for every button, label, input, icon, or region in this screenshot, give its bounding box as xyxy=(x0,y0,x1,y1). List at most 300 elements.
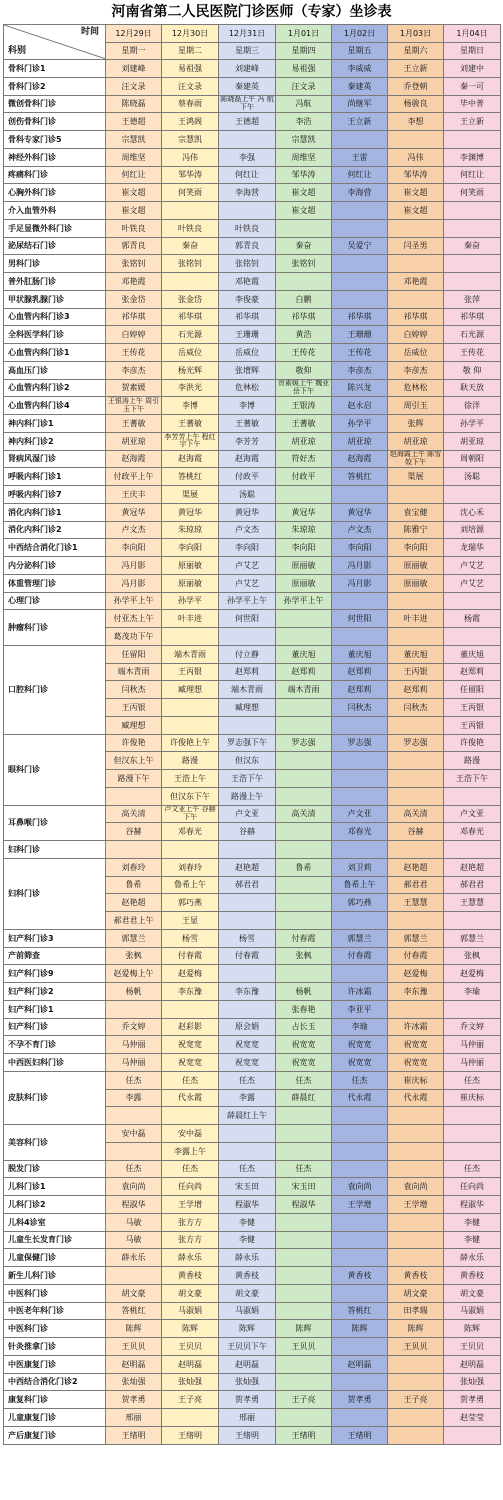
doctor-cell: 邓艳霞 xyxy=(388,273,444,291)
doctor-cell: 赵艳超 xyxy=(106,894,162,912)
department-cell: 儿童康复门诊 xyxy=(4,1409,106,1427)
doctor-cell xyxy=(332,965,388,983)
doctor-cell xyxy=(276,610,332,628)
date-header-cell: 12月30日 xyxy=(162,25,219,43)
date-header-cell: 1月01日 xyxy=(276,25,332,43)
doctor-cell: 祝宽宽 xyxy=(162,1054,219,1072)
doctor-cell: 岳威位 xyxy=(388,344,444,362)
doctor-cell: 邓艳霞 xyxy=(219,273,276,291)
doctor-cell: 张铭钊 xyxy=(219,255,276,273)
doctor-cell xyxy=(219,894,276,912)
department-cell: 神内科门诊1 xyxy=(4,415,106,433)
doctor-cell xyxy=(276,1355,332,1373)
weekday-header-cell: 星期三 xyxy=(219,42,276,60)
department-cell: 美容科门诊 xyxy=(4,1125,106,1161)
department-cell: 心血管内科门诊3 xyxy=(4,308,106,326)
doctor-cell: 刘建中 xyxy=(444,60,501,78)
doctor-cell: 邹华涛 xyxy=(162,166,219,184)
department-cell: 介入血管外科 xyxy=(4,202,106,220)
doctor-cell: 孙学平上午 xyxy=(276,592,332,610)
doctor-cell xyxy=(276,1284,332,1302)
doctor-cell: 崔文超 xyxy=(276,202,332,220)
weekday-header-cell: 星期六 xyxy=(388,42,444,60)
doctor-cell: 郭慧兰 xyxy=(332,929,388,947)
weekday-header-cell: 星期五 xyxy=(332,42,388,60)
department-cell: 呼吸内科门诊7 xyxy=(4,486,106,504)
doctor-cell: 刘春玲 xyxy=(162,858,219,876)
doctor-cell: 杨帆 xyxy=(276,983,332,1001)
doctor-cell: 何笑雨 xyxy=(162,184,219,202)
schedule-row xyxy=(4,983,501,1001)
doctor-cell xyxy=(276,876,332,894)
doctor-cell: 龙瑞华 xyxy=(444,539,501,557)
schedule-row xyxy=(4,219,501,237)
doctor-cell xyxy=(332,1125,388,1143)
doctor-cell xyxy=(162,273,219,291)
doctor-cell: 任杰 xyxy=(162,1071,219,1089)
doctor-cell: 王传花 xyxy=(276,344,332,362)
doctor-cell xyxy=(388,841,444,859)
date-header-cell: 1月02日 xyxy=(332,25,388,43)
schedule-row xyxy=(4,1426,501,1444)
doctor-cell: 张萍 xyxy=(444,290,501,308)
doctor-cell: 原会娟 xyxy=(219,1018,276,1036)
doctor-cell xyxy=(332,1249,388,1267)
doctor-cell: 陈辉 xyxy=(276,1320,332,1338)
doctor-cell: 许俊艳 xyxy=(106,734,162,752)
doctor-cell: 何红让 xyxy=(332,166,388,184)
doctor-cell: 易祖强 xyxy=(276,60,332,78)
department-cell: 中医科门诊 xyxy=(4,1284,106,1302)
doctor-cell: 乔登朝 xyxy=(388,77,444,95)
schedule-row xyxy=(4,734,501,752)
doctor-cell: 王传花 xyxy=(106,344,162,362)
doctor-cell: 王蓍敏 xyxy=(106,415,162,433)
doctor-cell: 许俊艳 xyxy=(444,734,501,752)
date-header-row xyxy=(4,25,501,43)
doctor-cell: 赵海霞 xyxy=(332,450,388,468)
doctor-cell: 李露上午 xyxy=(162,1142,219,1160)
doctor-cell: 贺孝勇 xyxy=(219,1391,276,1409)
doctor-cell: 冯月影 xyxy=(332,557,388,575)
schedule-row xyxy=(4,397,501,415)
doctor-cell: 臧理想 xyxy=(219,699,276,717)
doctor-cell xyxy=(276,699,332,717)
doctor-cell: 贺素媛上午 魏亚岳下午 xyxy=(276,379,332,397)
doctor-cell: 任杰 xyxy=(106,1071,162,1089)
doctor-cell: 李健 xyxy=(219,1213,276,1231)
doctor-cell xyxy=(332,787,388,805)
doctor-cell xyxy=(388,1142,444,1160)
department-cell: 针灸推拿门诊 xyxy=(4,1338,106,1356)
doctor-cell: 赵明磊 xyxy=(332,1355,388,1373)
department-cell: 骨科门诊1 xyxy=(4,60,106,78)
doctor-cell xyxy=(219,628,276,646)
doctor-cell: 马仲丽 xyxy=(444,1036,501,1054)
doctor-cell xyxy=(219,131,276,149)
doctor-cell: 周引玉 xyxy=(388,397,444,415)
doctor-cell xyxy=(162,1107,219,1125)
doctor-cell: 王立新 xyxy=(332,113,388,131)
doctor-cell: 赵海霞上午 陈雪姣下午 xyxy=(388,450,444,468)
weekday-header-cell: 星期四 xyxy=(276,42,332,60)
doctor-cell: 李浩 xyxy=(276,113,332,131)
schedule-row xyxy=(4,1036,501,1054)
doctor-cell: 胡亚琼 xyxy=(444,432,501,450)
doctor-cell: 谷赫 xyxy=(106,823,162,841)
doctor-cell: 马敏 xyxy=(106,1213,162,1231)
doctor-cell: 赵莹莹 xyxy=(444,1409,501,1427)
doctor-cell: 郭青良 xyxy=(106,237,162,255)
doctor-cell: 李博 xyxy=(219,397,276,415)
department-cell: 妇科门诊 xyxy=(4,841,106,859)
doctor-cell: 付立静 xyxy=(219,645,276,663)
doctor-cell: 赵郑莉 xyxy=(276,663,332,681)
doctor-cell: 胡亚琼 xyxy=(388,432,444,450)
doctor-cell: 李俊豪 xyxy=(219,290,276,308)
doctor-cell: 李芳芳 xyxy=(219,432,276,450)
doctor-cell xyxy=(276,965,332,983)
doctor-cell: 李博 xyxy=(162,397,219,415)
doctor-cell: 邓艳霞 xyxy=(106,273,162,291)
doctor-cell: 叶丰进 xyxy=(388,610,444,628)
schedule-row xyxy=(4,557,501,575)
doctor-cell xyxy=(332,1373,388,1391)
doctor-cell xyxy=(219,202,276,220)
doctor-cell xyxy=(332,486,388,504)
schedule-row xyxy=(4,1338,501,1356)
doctor-cell: 杨帆 xyxy=(106,983,162,1001)
doctor-cell: 李向阳 xyxy=(162,539,219,557)
doctor-cell: 王绪明 xyxy=(162,1426,219,1444)
doctor-cell: 路漫下午 xyxy=(106,770,162,788)
doctor-cell: 王丙银 xyxy=(388,663,444,681)
doctor-cell: 薛永乐 xyxy=(162,1249,219,1267)
doctor-cell xyxy=(388,1426,444,1444)
doctor-cell: 赵明磊 xyxy=(162,1355,219,1373)
department-cell: 新生儿科门诊 xyxy=(4,1267,106,1285)
doctor-cell: 赵爱梅上午 xyxy=(106,965,162,983)
doctor-cell: 王贝贝 xyxy=(162,1338,219,1356)
doctor-cell: 任杰 xyxy=(444,1160,501,1178)
doctor-cell: 端木青雨 xyxy=(106,663,162,681)
doctor-cell: 王绪明 xyxy=(332,1426,388,1444)
doctor-cell: 祁华琪 xyxy=(162,308,219,326)
doctor-cell: 张枫 xyxy=(444,947,501,965)
doctor-cell: 李向阳 xyxy=(388,539,444,557)
doctor-cell: 黄香枝 xyxy=(219,1267,276,1285)
doctor-cell: 王丙银 xyxy=(106,699,162,717)
doctor-cell: 黄香枝 xyxy=(444,1267,501,1285)
doctor-cell: 任杰 xyxy=(219,1160,276,1178)
doctor-cell: 王贝贝下午 xyxy=(219,1338,276,1356)
doctor-cell: 原丽敏 xyxy=(162,557,219,575)
doctor-cell: 葛茂功下午 xyxy=(106,628,162,646)
schedule-row xyxy=(4,610,501,628)
doctor-cell xyxy=(332,841,388,859)
doctor-cell xyxy=(388,912,444,930)
department-cell: 耳鼻喉门诊 xyxy=(4,805,106,841)
doctor-cell xyxy=(444,841,501,859)
doctor-cell xyxy=(332,1142,388,1160)
doctor-cell: 张铭钊 xyxy=(106,255,162,273)
schedule-row xyxy=(4,273,501,291)
doctor-cell: 邓春光 xyxy=(162,823,219,841)
doctor-cell: 刘建峰 xyxy=(219,60,276,78)
doctor-cell: 李向阳 xyxy=(219,539,276,557)
doctor-cell: 郭巧燕 xyxy=(332,894,388,912)
department-cell: 普外肛肠门诊 xyxy=(4,273,106,291)
doctor-cell: 任杰 xyxy=(332,1071,388,1089)
doctor-cell: 王浩上午 xyxy=(162,770,219,788)
doctor-cell: 崔庆标 xyxy=(388,1071,444,1089)
department-cell: 儿童生长发育门诊 xyxy=(4,1231,106,1249)
doctor-cell: 卢文亚上午 谷赫下午 xyxy=(162,805,219,823)
doctor-cell: 黄浩 xyxy=(276,326,332,344)
doctor-cell: 袁宝健 xyxy=(388,503,444,521)
doctor-cell: 原丽敏 xyxy=(388,557,444,575)
doctor-cell: 赵爱梅 xyxy=(444,965,501,983)
doctor-cell: 李瑜 xyxy=(332,1018,388,1036)
doctor-cell: 李健 xyxy=(444,1231,501,1249)
department-cell: 中西结合消化门诊2 xyxy=(4,1373,106,1391)
doctor-cell: 薛晨红上午 xyxy=(219,1107,276,1125)
doctor-cell: 赵海霞 xyxy=(219,450,276,468)
schedule-row xyxy=(4,858,501,876)
department-cell: 男科门诊 xyxy=(4,255,106,273)
doctor-cell: 宗慧凯 xyxy=(276,131,332,149)
doctor-cell: 杨霞 xyxy=(444,610,501,628)
department-cell: 全科医学科门诊 xyxy=(4,326,106,344)
doctor-cell: 赵明磊 xyxy=(444,1355,501,1373)
department-cell: 妇产科门诊2 xyxy=(4,983,106,1001)
doctor-cell: 朱琼琼 xyxy=(276,521,332,539)
department-cell: 内分泌科门诊 xyxy=(4,557,106,575)
doctor-cell: 王绪明 xyxy=(276,1426,332,1444)
schedule-row xyxy=(4,805,501,823)
doctor-cell: 祝宽宽 xyxy=(162,1036,219,1054)
doctor-cell: 陈辉 xyxy=(332,1320,388,1338)
doctor-cell xyxy=(276,912,332,930)
doctor-cell xyxy=(332,912,388,930)
doctor-cell xyxy=(388,1373,444,1391)
schedule-row xyxy=(4,450,501,468)
department-cell: 骨科门诊2 xyxy=(4,77,106,95)
doctor-cell: 邹华涛 xyxy=(388,166,444,184)
doctor-cell: 闫圣男 xyxy=(388,237,444,255)
date-header-cell: 1月03日 xyxy=(388,25,444,43)
doctor-cell: 臧理想 xyxy=(106,716,162,734)
schedule-row xyxy=(4,77,501,95)
doctor-cell: 端木青雨 xyxy=(276,681,332,699)
doctor-cell: 代永霞 xyxy=(162,1089,219,1107)
department-cell: 中西医妇科门诊 xyxy=(4,1054,106,1072)
doctor-cell: 任留阳 xyxy=(106,645,162,663)
doctor-cell: 任杰 xyxy=(162,1160,219,1178)
doctor-cell: 李健 xyxy=(219,1231,276,1249)
department-cell: 妇产科门诊9 xyxy=(4,965,106,983)
doctor-cell: 程淑华 xyxy=(276,1196,332,1214)
doctor-cell: 卢艾艺 xyxy=(444,574,501,592)
doctor-cell: 卢文杰 xyxy=(106,521,162,539)
doctor-cell xyxy=(444,1125,501,1143)
doctor-cell: 黄冠华 xyxy=(332,503,388,521)
doctor-cell: 马淑娟 xyxy=(162,1302,219,1320)
doctor-cell xyxy=(276,628,332,646)
doctor-cell: 陈辉 xyxy=(388,1320,444,1338)
doctor-cell xyxy=(276,1267,332,1285)
doctor-cell xyxy=(276,1231,332,1249)
doctor-cell: 任留阳 xyxy=(444,681,501,699)
schedule-row xyxy=(4,184,501,202)
doctor-cell: 祝宽宽 xyxy=(276,1054,332,1072)
doctor-cell xyxy=(388,131,444,149)
doctor-cell: 王蓍敏 xyxy=(276,415,332,433)
doctor-cell: 陈辉 xyxy=(444,1320,501,1338)
doctor-cell xyxy=(332,752,388,770)
doctor-cell: 崔文超 xyxy=(106,184,162,202)
doctor-cell xyxy=(276,1373,332,1391)
doctor-cell xyxy=(276,1302,332,1320)
doctor-cell: 冯月影 xyxy=(106,574,162,592)
schedule-row xyxy=(4,415,501,433)
doctor-cell: 郝君君 xyxy=(219,876,276,894)
doctor-cell: 李海营 xyxy=(332,184,388,202)
schedule-row xyxy=(4,1249,501,1267)
doctor-cell: 邓春光 xyxy=(444,823,501,841)
schedule-row xyxy=(4,148,501,166)
doctor-cell: 赵郑莉 xyxy=(444,663,501,681)
doctor-cell: 周维坚 xyxy=(276,148,332,166)
doctor-cell: 张增辉 xyxy=(219,361,276,379)
department-cell: 呼吸内科门诊1 xyxy=(4,468,106,486)
doctor-cell: 付春霞 xyxy=(332,947,388,965)
schedule-row xyxy=(4,929,501,947)
doctor-cell: 秦奋 xyxy=(276,237,332,255)
doctor-cell: 张灿强 xyxy=(106,1373,162,1391)
department-cell: 中医康复门诊 xyxy=(4,1355,106,1373)
doctor-cell xyxy=(444,592,501,610)
doctor-cell: 徐洋 xyxy=(444,397,501,415)
doctor-cell: 叶铁良 xyxy=(162,219,219,237)
doctor-cell: 尚继军 xyxy=(332,95,388,113)
department-cell: 皮肤科门诊 xyxy=(4,1071,106,1124)
doctor-cell: 秦建英 xyxy=(332,77,388,95)
doctor-cell: 祝宽宽 xyxy=(276,1036,332,1054)
schedule-row xyxy=(4,1284,501,1302)
doctor-cell: 李健 xyxy=(444,1213,501,1231)
doctor-cell: 黄香枝 xyxy=(388,1267,444,1285)
doctor-cell: 李向阳 xyxy=(106,539,162,557)
doctor-cell xyxy=(162,699,219,717)
department-cell: 心胸外科门诊 xyxy=(4,184,106,202)
doctor-cell: 鲁希上午 xyxy=(162,876,219,894)
doctor-cell: 祁华琪 xyxy=(219,308,276,326)
doctor-cell xyxy=(388,1160,444,1178)
department-cell: 神经外科门诊 xyxy=(4,148,106,166)
doctor-cell: 王雷 xyxy=(332,148,388,166)
doctor-cell: 李露 xyxy=(106,1089,162,1107)
department-cell: 中医老年科门诊 xyxy=(4,1302,106,1320)
doctor-cell xyxy=(332,255,388,273)
doctor-cell: 陈兴龙 xyxy=(332,379,388,397)
doctor-cell: 白婷婷 xyxy=(388,326,444,344)
corner-dept-label: 科别 xyxy=(8,46,27,56)
schedule-row xyxy=(4,1196,501,1214)
doctor-cell xyxy=(332,628,388,646)
doctor-cell: 宋玉田 xyxy=(219,1178,276,1196)
doctor-cell: 郭慧兰 xyxy=(444,929,501,947)
doctor-cell: 胡亚琼 xyxy=(106,432,162,450)
doctor-cell xyxy=(444,273,501,291)
department-cell: 口腔科门诊 xyxy=(4,645,106,734)
department-cell: 妇科门诊 xyxy=(4,858,106,929)
schedule-row xyxy=(4,841,501,859)
doctor-cell: 卢艾艺 xyxy=(219,574,276,592)
doctor-cell xyxy=(332,1338,388,1356)
doctor-cell xyxy=(219,841,276,859)
doctor-cell xyxy=(276,1142,332,1160)
doctor-cell: 赵彩影 xyxy=(162,1018,219,1036)
doctor-cell xyxy=(332,1231,388,1249)
doctor-cell: 赵艳超 xyxy=(444,858,501,876)
schedule-row xyxy=(4,645,501,663)
doctor-cell xyxy=(444,1107,501,1125)
doctor-cell: 张辉 xyxy=(388,415,444,433)
doctor-cell: 安中磊 xyxy=(162,1125,219,1143)
doctor-cell xyxy=(162,1409,219,1427)
doctor-cell: 代永霞 xyxy=(332,1089,388,1107)
doctor-cell: 郭慧兰 xyxy=(106,929,162,947)
doctor-cell: 王德超 xyxy=(219,113,276,131)
doctor-cell: 宗慧凯 xyxy=(162,131,219,149)
doctor-cell xyxy=(332,290,388,308)
doctor-cell: 董庆旭 xyxy=(388,645,444,663)
doctor-cell: 任向尚 xyxy=(162,1178,219,1196)
doctor-cell: 路漫 xyxy=(444,752,501,770)
doctor-cell: 王珊珊 xyxy=(219,326,276,344)
department-cell: 心血管内科门诊4 xyxy=(4,397,106,415)
doctor-cell: 闫秋杰 xyxy=(388,699,444,717)
doctor-cell xyxy=(388,255,444,273)
doctor-cell: 郭慧兰 xyxy=(388,929,444,947)
doctor-cell: 卢文杰 xyxy=(332,521,388,539)
doctor-cell: 秦奋 xyxy=(162,237,219,255)
doctor-cell xyxy=(276,1213,332,1231)
schedule-body xyxy=(4,25,501,1445)
doctor-cell: 崔文超 xyxy=(388,202,444,220)
doctor-cell xyxy=(106,1267,162,1285)
doctor-cell xyxy=(444,219,501,237)
weekday-header-cell: 星期日 xyxy=(444,42,501,60)
schedule-row xyxy=(4,1000,501,1018)
doctor-cell: 胡文豪 xyxy=(162,1284,219,1302)
doctor-cell: 王浩下午 xyxy=(444,770,501,788)
doctor-cell: 谷赫 xyxy=(388,823,444,841)
doctor-cell: 张枫 xyxy=(106,947,162,965)
schedule-row xyxy=(4,1302,501,1320)
doctor-cell: 赵郑莉 xyxy=(332,663,388,681)
doctor-cell: 闫秋杰 xyxy=(332,699,388,717)
doctor-cell: 占长玉 xyxy=(276,1018,332,1036)
doctor-cell: 刘建峰 xyxy=(106,60,162,78)
schedule-row xyxy=(4,290,501,308)
doctor-cell: 宗慧凯 xyxy=(106,131,162,149)
doctor-cell: 郭青良 xyxy=(219,237,276,255)
doctor-cell: 赵郑莉 xyxy=(332,681,388,699)
doctor-cell: 张方方 xyxy=(162,1213,219,1231)
department-cell: 产前筛查 xyxy=(4,947,106,965)
